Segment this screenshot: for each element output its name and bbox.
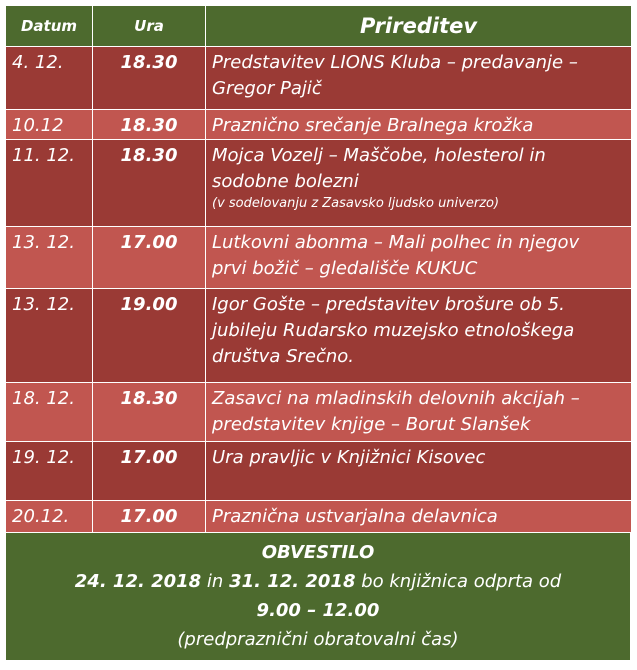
event-line: sodobne bolezni	[212, 171, 359, 192]
event-line: Mojca Vozelj – Maščobe, holesterol in	[212, 145, 546, 166]
table-row	[6, 227, 632, 289]
event-time: 18.30	[93, 383, 206, 442]
header-time: Ura	[93, 6, 206, 47]
event-title	[206, 383, 632, 442]
events-schedule	[5, 5, 631, 661]
event-time: 18.30	[93, 110, 206, 140]
event-line: Lutkovni abonma – Mali polhec in njegov	[212, 232, 580, 253]
event-date: 19. 12.	[6, 442, 93, 501]
notice-hours: 9.00 – 12.00	[256, 600, 380, 621]
table-row	[6, 501, 632, 533]
event-title	[206, 227, 632, 289]
event-line: jubileju Rudarsko muzejsko etnološkega	[212, 320, 575, 341]
event-date: 10.12	[6, 110, 93, 140]
table-header-row	[6, 6, 632, 47]
notice-footnote: (predpraznični obratovalni čas)	[177, 629, 459, 650]
table-row	[6, 47, 632, 110]
event-note: (v sodelovanju z Zasavsko ljudsko univerzo)	[212, 196, 500, 211]
event-line: Predstavitev LIONS Kluba – predavanje –	[212, 52, 578, 73]
event-line: Gregor Pajič	[212, 78, 322, 99]
event-title	[206, 140, 632, 227]
event-line: Igor Gošte – predstavitev brošure ob 5.	[212, 294, 565, 315]
notice-date-start: 24. 12. 2018	[74, 571, 202, 592]
event-line: Praznična ustvarjalna delavnica	[212, 506, 498, 527]
table-row	[6, 289, 632, 383]
events-table	[5, 5, 632, 533]
event-title	[206, 442, 632, 501]
event-title	[206, 47, 632, 110]
table-row	[6, 383, 632, 442]
header-event: Prireditev	[206, 6, 632, 47]
event-date: 20.12.	[6, 501, 93, 533]
event-line: prvi božič – gledališče KUKUC	[212, 258, 478, 279]
notice-title: OBVESTILO	[261, 542, 375, 563]
event-date: 4. 12.	[6, 47, 93, 110]
event-title	[206, 289, 632, 383]
event-title	[206, 110, 632, 140]
event-line: predstavitev knjige – Borut Slanšek	[212, 414, 531, 435]
table-row	[6, 442, 632, 501]
event-date: 11. 12.	[6, 140, 93, 227]
event-time: 17.00	[93, 501, 206, 533]
event-date: 13. 12.	[6, 289, 93, 383]
event-time: 19.00	[93, 289, 206, 383]
notice-connector: in	[206, 571, 224, 592]
event-line: Praznično srečanje Bralnega krožka	[212, 115, 534, 136]
event-line: Ura pravljic v Knjižnici Kisovec	[212, 447, 486, 468]
event-title	[206, 501, 632, 533]
event-time: 18.30	[93, 47, 206, 110]
notice-box	[5, 533, 631, 661]
header-date: Datum	[6, 6, 93, 47]
table-row	[6, 110, 632, 140]
event-time: 18.30	[93, 140, 206, 227]
event-date: 18. 12.	[6, 383, 93, 442]
notice-text: bo knjižnica odprta od	[361, 571, 562, 592]
notice-date-end: 31. 12. 2018	[229, 571, 356, 592]
event-time: 17.00	[93, 227, 206, 289]
table-row	[6, 140, 632, 227]
event-line: društva Srečno.	[212, 346, 355, 367]
event-time: 17.00	[93, 442, 206, 501]
event-line: Zasavci na mladinskih delovnih akcijah –	[212, 388, 580, 409]
event-date: 13. 12.	[6, 227, 93, 289]
